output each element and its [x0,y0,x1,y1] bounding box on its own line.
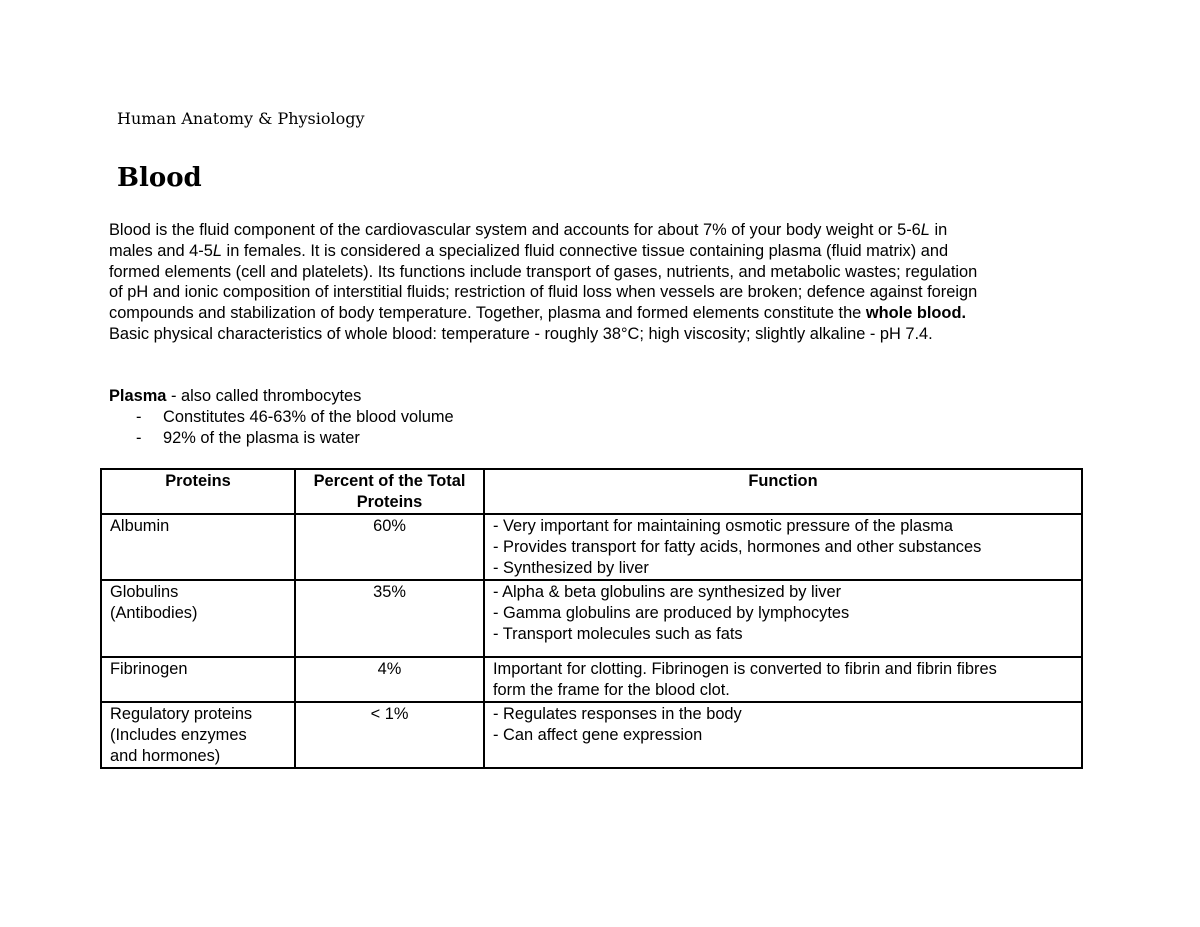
function-line: - Can affect gene expression [493,726,703,744]
function-line: - Transport molecules such as fats [493,625,743,643]
protein-name: (Includes enzymes [110,726,247,744]
function-cell [484,580,1082,657]
function-line: - Gamma globulins are produced by lymphocytes [493,604,850,622]
plasma-label: Plasma [109,387,167,405]
function-line: form the frame for the blood clot. [493,681,730,699]
plasma-heading [109,386,361,407]
percent-cell: 60% [295,514,484,580]
percent-cell: 35% [295,580,484,657]
protein-cell [101,657,295,702]
protein-name: Globulins [110,583,179,601]
intro-text-2: in males and 4-5 [109,221,948,260]
list-item [109,428,361,449]
intro-text-3: in females. It is considered a specialized fluid connective tissue containing plasma (fluid matrix) and formed elements (cell and platelets). Its functions include transport of gases, nutrients, and metabolic wastes; regulation of pH and ionic composition of interstitial fluids; restriction of fluid loss when vessels are broken; defence against foreign compounds and stabilization of body temperature. Together, plasma and formed elements constitute the [109,241,978,323]
function-line: - Provides transport for fatty acids, hormones and other substances [493,538,982,556]
protein-name: (Antibodies) [110,604,198,622]
protein-name: Regulatory proteins [110,705,253,723]
protein-name: and hormones) [110,747,221,765]
table-row [101,657,1082,702]
function-cell [484,514,1082,580]
function-line: Important for clotting. Fibrinogen is converted to fibrin and fibrin fibres [493,660,997,678]
table-row [101,580,1082,657]
protein-cell [101,514,295,580]
function-line: - Alpha & beta globulins are synthesized by liver [493,583,842,601]
function-cell [484,657,1082,702]
function-line: - Very important for maintaining osmotic pressure of the plasma [493,517,954,535]
intro-text-4: Basic physical characteristics of whole blood: temperature - roughly 38°C; high viscosity; slightly alkaline - pH 7.4. [109,324,933,343]
proteins-table [100,468,1083,769]
plasma-desc: - also called thrombocytes [166,387,362,405]
function-line: - Regulates responses in the body [493,705,742,723]
table-header-row [101,469,1082,514]
percent-cell: 4% [295,657,484,702]
bullet-text: Constitutes 46-63% of the blood volume [163,408,454,426]
plasma-section [109,386,454,449]
bullet-dash: - [136,408,142,426]
percent-cell: < 1% [295,702,484,768]
header-percent: Percent of the Total Proteins [295,469,484,514]
header-proteins: Proteins [101,469,295,514]
list-item [109,407,454,428]
table-row [101,514,1082,580]
function-cell [484,702,1082,768]
table-row [101,702,1082,768]
protein-cell [101,702,295,768]
protein-cell [101,580,295,657]
intro-bold-term: whole blood. [865,304,967,323]
function-line: - Synthesized by liver [493,559,649,577]
page-title: Blood [117,163,202,193]
bullet-dash: - [136,429,142,447]
intro-paragraph [109,220,1084,345]
course-title: Human Anatomy & Physiology [117,109,365,128]
protein-name: Fibrinogen [110,660,188,678]
intro-unit-2: L [212,241,222,260]
intro-unit-1: L [920,221,930,239]
intro-text-1: Blood is the fluid component of the cardiovascular system and accounts for about 7% of your body weight or 5-6 [109,221,921,239]
protein-name: Albumin [110,517,170,535]
bullet-text: 92% of the plasma is water [163,429,360,447]
header-function: Function [484,469,1082,514]
